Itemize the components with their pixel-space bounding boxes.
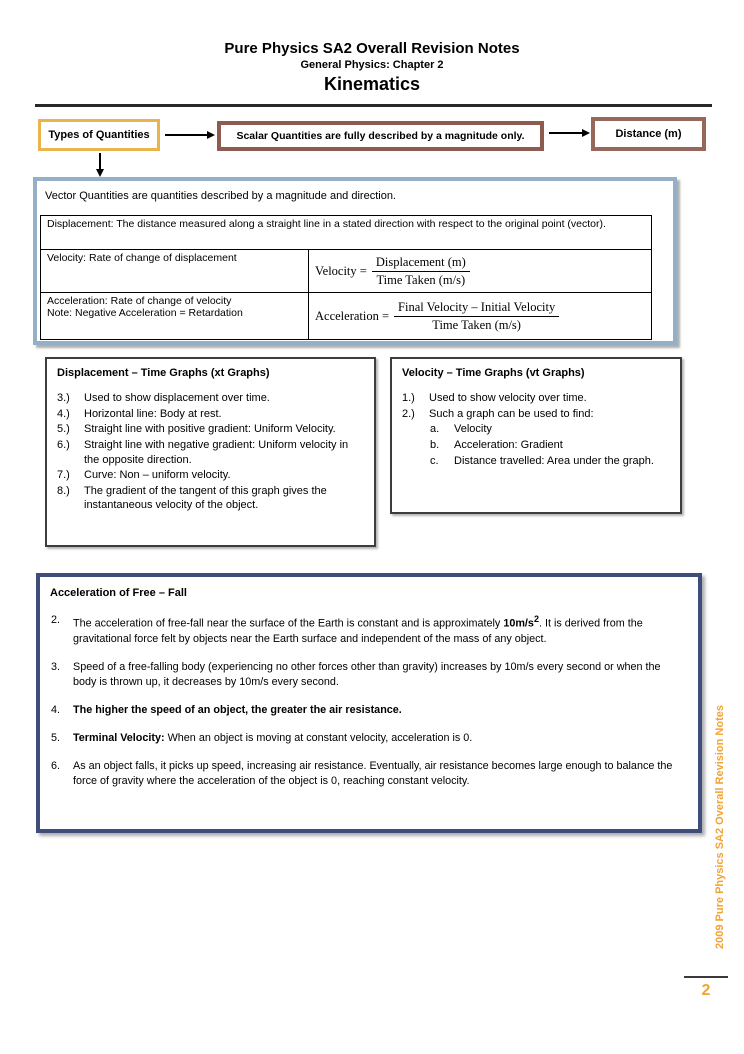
fraction-denominator: Time Taken (m/s) [432, 317, 521, 332]
acceleration-definition [41, 293, 309, 340]
item-letter: b. [430, 438, 440, 451]
doc-title: Pure Physics SA2 Overall Revision Notes [224, 40, 520, 57]
fraction [372, 255, 470, 288]
item-text: Used to show velocity over time. [429, 392, 587, 404]
item-text: The higher the speed of an object, the greater the air resistance. [73, 704, 402, 717]
velocity-time-graphs-section [390, 357, 682, 514]
sub-list-item [430, 454, 672, 469]
table-row [41, 216, 652, 250]
list-item [57, 438, 366, 467]
item-number: 4. [51, 704, 61, 717]
item-text: Horizontal line: Body at rest. [84, 407, 222, 420]
item-number: 5.) [57, 423, 70, 436]
arrow-down-icon [99, 153, 101, 169]
item-text: Distance travelled: Area under the graph. [454, 454, 654, 467]
item-number: 3.) [57, 392, 70, 404]
header-divider [35, 104, 712, 107]
fraction-numerator: Final Velocity – Initial Velocity [394, 300, 559, 317]
item-letter: a. [430, 423, 440, 436]
item-number: 1.) [402, 392, 415, 404]
arrow-down-head-icon [96, 169, 104, 177]
page-header [0, 40, 744, 95]
definitions-table [40, 215, 652, 340]
acceleration-definition-line2: Note: Negative Acceleration = Retardation [47, 307, 243, 319]
vector-intro-text: Vector Quantities are quantities described by a magnitude and direction. [45, 190, 396, 202]
item-letter: c. [430, 454, 439, 467]
item-text: As an object falls, it picks up speed, increasing air resistance. Eventually, air resistance becomes large enough to balance the force of gravity where the acceleration of the object is 0, reaching constant velocity. [73, 760, 673, 788]
fraction-denominator: Time Taken (m/s) [376, 272, 466, 287]
formula-lhs: Velocity = [315, 263, 367, 278]
item-text: The gradient of the tangent of this graph gives the instantaneous velocity of the object. [84, 484, 327, 512]
list-item [48, 613, 686, 647]
fraction-numerator: Displacement (m) [372, 255, 470, 272]
item-number: 6.) [57, 438, 70, 451]
item-text [73, 731, 686, 746]
item-text: Straight line with negative gradient: Uniform velocity in the opposite direction. [84, 438, 349, 466]
list-item [57, 484, 366, 513]
table-row [41, 250, 652, 293]
acceleration-formula-cell [309, 293, 652, 340]
arrow-right-icon [165, 134, 207, 136]
text-segment: When an object is moving at constant velocity, acceleration is 0. [164, 732, 473, 745]
displacement-time-graphs-section [45, 357, 376, 547]
item-text: Curve: Non – uniform velocity. [84, 469, 231, 482]
item-text: Such a graph can be used to find: [429, 407, 594, 420]
vector-quantities-section [33, 177, 677, 345]
chapter-title: Kinematics [323, 74, 421, 94]
list-item [48, 703, 686, 718]
section-title: Displacement – Time Graphs (xt Graphs) [57, 367, 270, 379]
scalar-quantities-box: Scalar Quantities are fully described by a magnitude only. [217, 121, 544, 151]
acceleration-formula [315, 300, 645, 333]
list-item [402, 391, 672, 406]
item-number: 5. [51, 732, 61, 745]
sidebar-vertical-text: 2009 Pure Physics SA2 Overall Revision Notes [714, 705, 726, 949]
table-row [41, 293, 652, 340]
list-item [57, 422, 366, 437]
bold-segment: Terminal Velocity: [73, 732, 165, 745]
item-number: 2. [51, 614, 61, 626]
arrow-right-head-icon [207, 131, 215, 139]
velocity-formula-cell [309, 250, 652, 293]
text-segment: . It is derived from the gravitational force felt by objects near the Earth surface and independent of the mass of any object. [73, 617, 643, 645]
list-item [57, 468, 366, 483]
item-number: 7.) [57, 469, 70, 482]
list-item [402, 407, 672, 422]
item-text: Velocity [454, 423, 492, 436]
fraction [394, 300, 559, 333]
distance-box: Distance (m) [591, 117, 706, 151]
sidebar-vertical-label [706, 686, 734, 968]
item-number: 8.) [57, 484, 70, 497]
superscript: 2 [533, 614, 539, 624]
list-item [48, 731, 686, 746]
types-of-quantities-box: Types of Quantities [38, 119, 160, 151]
acceleration-definition-line1: Acceleration: Rate of change of velocity [47, 295, 232, 307]
list-item [57, 407, 366, 422]
list-item [48, 759, 686, 789]
displacement-definition: Displacement: The distance measured along a straight line in a stated direction with respect to the original point (vector). [41, 216, 652, 250]
item-number: 6. [51, 760, 61, 773]
bold-segment: 10m/s [503, 617, 534, 630]
page-number-divider [684, 976, 728, 978]
section-title: Velocity – Time Graphs (vt Graphs) [402, 367, 585, 379]
sub-list-item [430, 438, 672, 453]
formula-lhs: Acceleration = [315, 308, 390, 323]
section-title: Acceleration of Free – Fall [50, 587, 187, 599]
velocity-formula [315, 255, 645, 288]
item-number: 3. [51, 660, 61, 673]
item-text: Acceleration: Gradient [454, 438, 563, 451]
item-text [73, 613, 686, 647]
free-fall-section [36, 573, 702, 833]
arrow-right-icon [549, 132, 582, 134]
sub-list-item [430, 422, 672, 437]
item-number: 2.) [402, 407, 415, 420]
doc-subtitle: General Physics: Chapter 2 [300, 59, 444, 71]
text-segment: The acceleration of free-fall near the surface of the Earth is constant and is approximately [73, 617, 504, 630]
list-item [57, 391, 366, 406]
item-text: Speed of a free-falling body (experiencing no other forces other than gravity) increases by 10m/s every second or when the body is thrown up, it decreases by 10m/s every second. [73, 660, 661, 688]
page-number: 2 [701, 982, 711, 999]
velocity-definition: Velocity: Rate of change of displacement [41, 250, 309, 293]
arrow-right-head-icon [582, 129, 590, 137]
item-number: 4.) [57, 407, 70, 420]
item-text: Used to show displacement over time. [84, 392, 270, 404]
list-item [48, 660, 686, 690]
item-text: Straight line with positive gradient: Uniform Velocity. [84, 423, 336, 436]
